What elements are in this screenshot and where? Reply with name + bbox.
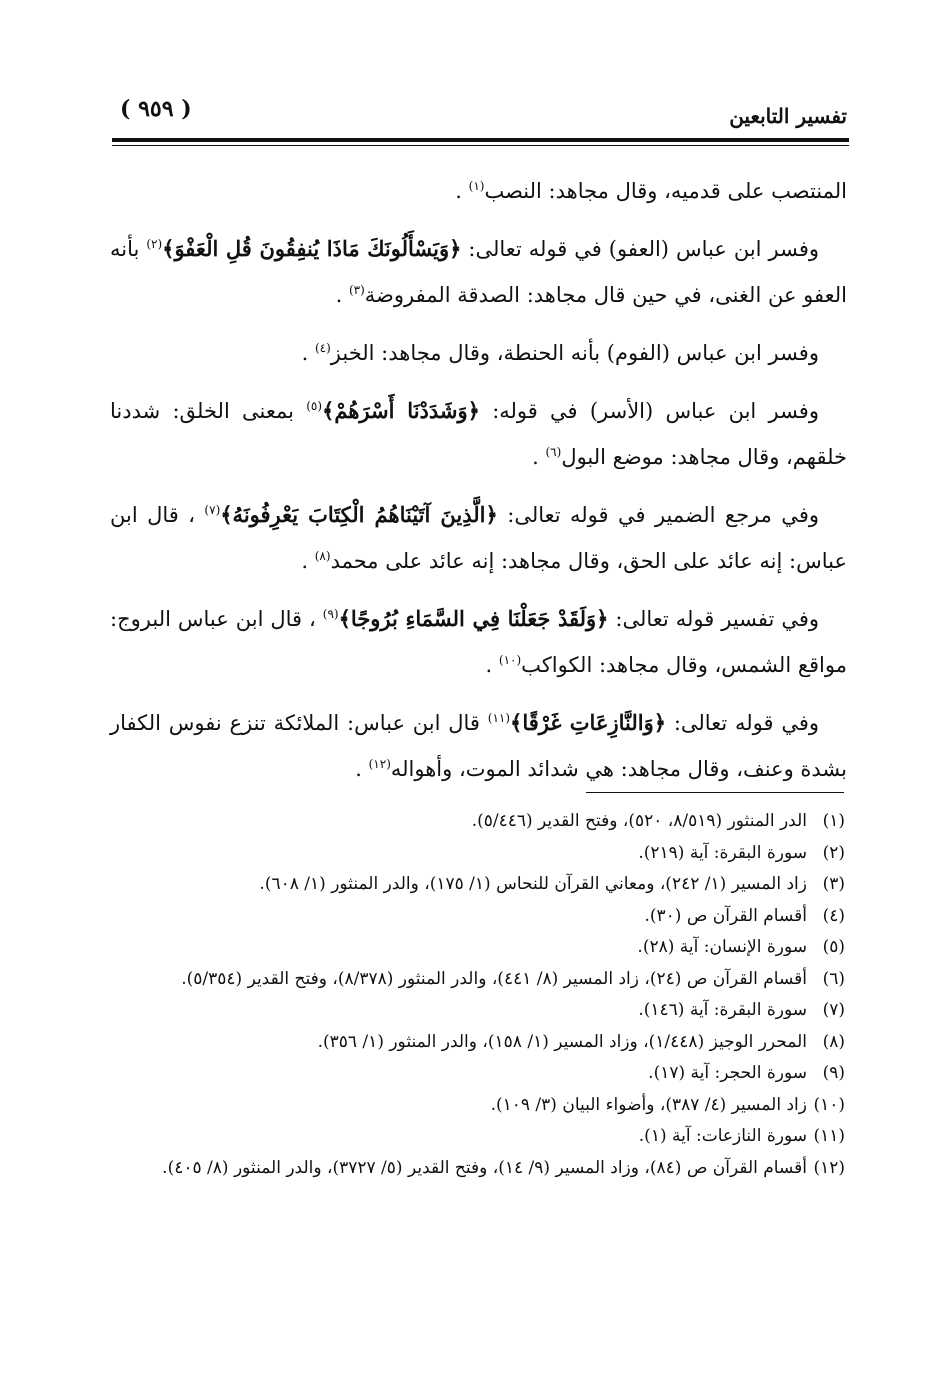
footnote-number: (٧) — [822, 1000, 845, 1020]
footnote-number: (٦) — [822, 968, 845, 989]
paragraph-text: . — [532, 445, 546, 469]
paragraph-text: وفسر ابن عباس (الأسر) في قوله: — [479, 399, 819, 423]
footnote-marker: (٣) — [348, 283, 365, 297]
paragraph — [110, 330, 847, 376]
quran-verse: ﴿الَّذِينَ آتَيْنَاهُمُ الْكِتَابَ يَعْرِفُونَهُ﴾ — [220, 502, 498, 527]
footnote-text: سورة البقرة: آية (٢١٩). — [638, 842, 807, 863]
footnote-text: سورة الإنسان: آية (٢٨). — [637, 937, 807, 957]
footnote-marker: (١٠) — [498, 653, 522, 667]
footnote-text: سورة البقرة: آية (١٤٦). — [638, 1000, 807, 1020]
footnote-marker: (٤) — [314, 341, 331, 355]
paragraph — [110, 596, 847, 688]
footnote-marker: (١) — [468, 179, 485, 193]
footnote — [104, 1153, 845, 1185]
footnote-marker: (١٢) — [368, 757, 391, 771]
paragraph — [110, 226, 847, 318]
paragraph — [110, 700, 847, 792]
footnote — [104, 838, 845, 870]
footnote-number: (٣) — [822, 874, 845, 894]
paragraph-text: ، قال ابن عباس البروج: مواقع الشمس، وقال مجاهد: الكواكب — [110, 607, 847, 677]
quran-verse: ﴿وَيَسْأَلُونَكَ مَاذَا يُنفِقُونَ قُلِ الْعَفْوَ﴾ — [162, 236, 462, 261]
quran-verse: ﴿وَلَقَدْ جَعَلْنَا فِي السَّمَاءِ بُرُوجًا﴾ — [338, 606, 609, 631]
paragraph — [110, 492, 847, 584]
page-number: ( ٩٥٩ ) — [120, 96, 192, 122]
footnote — [104, 869, 845, 901]
footnote — [104, 901, 845, 933]
paragraph-text: وفسر ابن عباس (الفوم) بأنه الحنطة، وقال مجاهد: الخبز — [330, 341, 819, 365]
footnote-separator — [586, 792, 844, 793]
footnote-text: أقسام القرآن ص (٨٤)، وزاد المسير (٩/ ١٤)، وفتح القدير (٥/ ٣٧٢٧)، والدر المنثور (٨/ ٤٠٥). — [162, 1157, 807, 1178]
paragraph-text: وفي قوله تعالى: — [666, 711, 819, 735]
header-rule — [112, 138, 849, 142]
footnote-marker: (٢) — [146, 237, 163, 251]
footnote — [104, 1058, 845, 1090]
footnote-number: (٨) — [822, 1031, 845, 1052]
footnote-number: (٥) — [822, 937, 845, 957]
paragraph-text: وفي تفسير قوله تعالى: — [608, 607, 820, 631]
footnote — [104, 1121, 845, 1153]
footnote-marker: (٥) — [306, 399, 323, 413]
footnote — [104, 1090, 845, 1122]
footnote-marker: (٦) — [545, 445, 562, 459]
quran-verse: ﴿وَشَدَدْنَا أَسْرَهُمْ﴾ — [322, 398, 480, 423]
paragraph-text: بأنه العفو عن الغنى، في حين قال مجاهد: الصدقة المفروضة — [110, 237, 847, 307]
paragraph-text: . — [335, 283, 349, 307]
paragraph-text: المنتصب على قدميه، وقال مجاهد: النصب — [484, 179, 847, 203]
footnote-marker: (٩) — [322, 607, 339, 621]
paragraph-text: وفسر ابن عباس (العفو) في قوله تعالى: — [461, 237, 819, 261]
running-title: تفسير التابعين — [729, 104, 847, 128]
footnote-number: (٤) — [822, 905, 845, 926]
footnote — [104, 932, 845, 964]
footnote-marker: (٨) — [314, 549, 331, 563]
paragraph-text: قال ابن عباس: الملائكة تنزع نفوس الكفار بشدة وعنف، وقال مجاهد: هي شدائد الموت، وأهواله — [110, 711, 847, 781]
page-header — [112, 92, 847, 138]
paragraph — [110, 388, 847, 480]
footnote — [104, 806, 845, 838]
footnote-text: المحرر الوجيز (١/٤٤٨)، وزاد المسير (١/ ١٥٨)، والدر المنثور (١/ ٣٥٦). — [317, 1031, 807, 1052]
quran-verse: ﴿وَالنَّازِعَاتِ غَرْقًا﴾ — [510, 710, 667, 735]
footnote-text: سورة النازعات: آية (١). — [638, 1126, 807, 1146]
footnote-number: (١٢) — [813, 1157, 845, 1178]
main-text — [110, 168, 847, 804]
footnote — [104, 995, 845, 1027]
footnote-number: (١١) — [813, 1126, 845, 1146]
footnote-text: زاد المسير (١/ ٢٤٢)، ومعاني القرآن للنحاس (١/ ١٧٥)، والدر المنثور (١/ ٦٠٨). — [259, 874, 807, 894]
paragraph-text: بمعنى الخلق: شددنا خلقهم، وقال مجاهد: موضع البول — [110, 399, 847, 469]
footnotes-section — [104, 806, 845, 1184]
footnote-number: (١٠) — [813, 1094, 845, 1115]
paragraph-text: . — [485, 653, 499, 677]
footnote-marker: (١١) — [487, 711, 511, 725]
paragraph — [110, 168, 847, 214]
footnote-marker: (٧) — [204, 503, 221, 517]
paragraph-text: . — [301, 549, 315, 573]
footnote-number: (٩) — [822, 1063, 845, 1083]
paragraph-text: . — [301, 341, 315, 365]
footnote-number: (١) — [822, 811, 845, 831]
footnote — [104, 964, 845, 996]
footnote-text: الدر المنثور (٨/٥١٩، ٥٢٠)، وفتح القدير (٥/٤٤٦). — [471, 811, 807, 831]
header-rule-thin — [112, 145, 849, 146]
footnote-text: أقسام القرآن ص (٢٤)، زاد المسير (٨/ ٤٤١)، والدر المنثور (٨/٣٧٨)، وفتح القدير (٥/٣٥٤). — [181, 968, 807, 989]
paragraph-text: . — [455, 179, 469, 203]
footnote-number: (٢) — [822, 842, 845, 863]
paragraph-text: وفي مرجع الضمير في قوله تعالى: — [497, 503, 819, 527]
footnote-text: زاد المسير (٤/ ٣٨٧)، وأضواء البيان (٣/ ١٠٩). — [490, 1094, 807, 1115]
footnote-text: أقسام القرآن ص (٣٠). — [644, 905, 807, 926]
paragraph-text: . — [355, 757, 369, 781]
footnote — [104, 1027, 845, 1059]
paragraph-text: ، قال ابن عباس: إنه عائد على الحق، وقال مجاهد: إنه عائد على محمد — [110, 503, 847, 573]
footnote-text: سورة الحجر: آية (١٧). — [648, 1063, 807, 1083]
